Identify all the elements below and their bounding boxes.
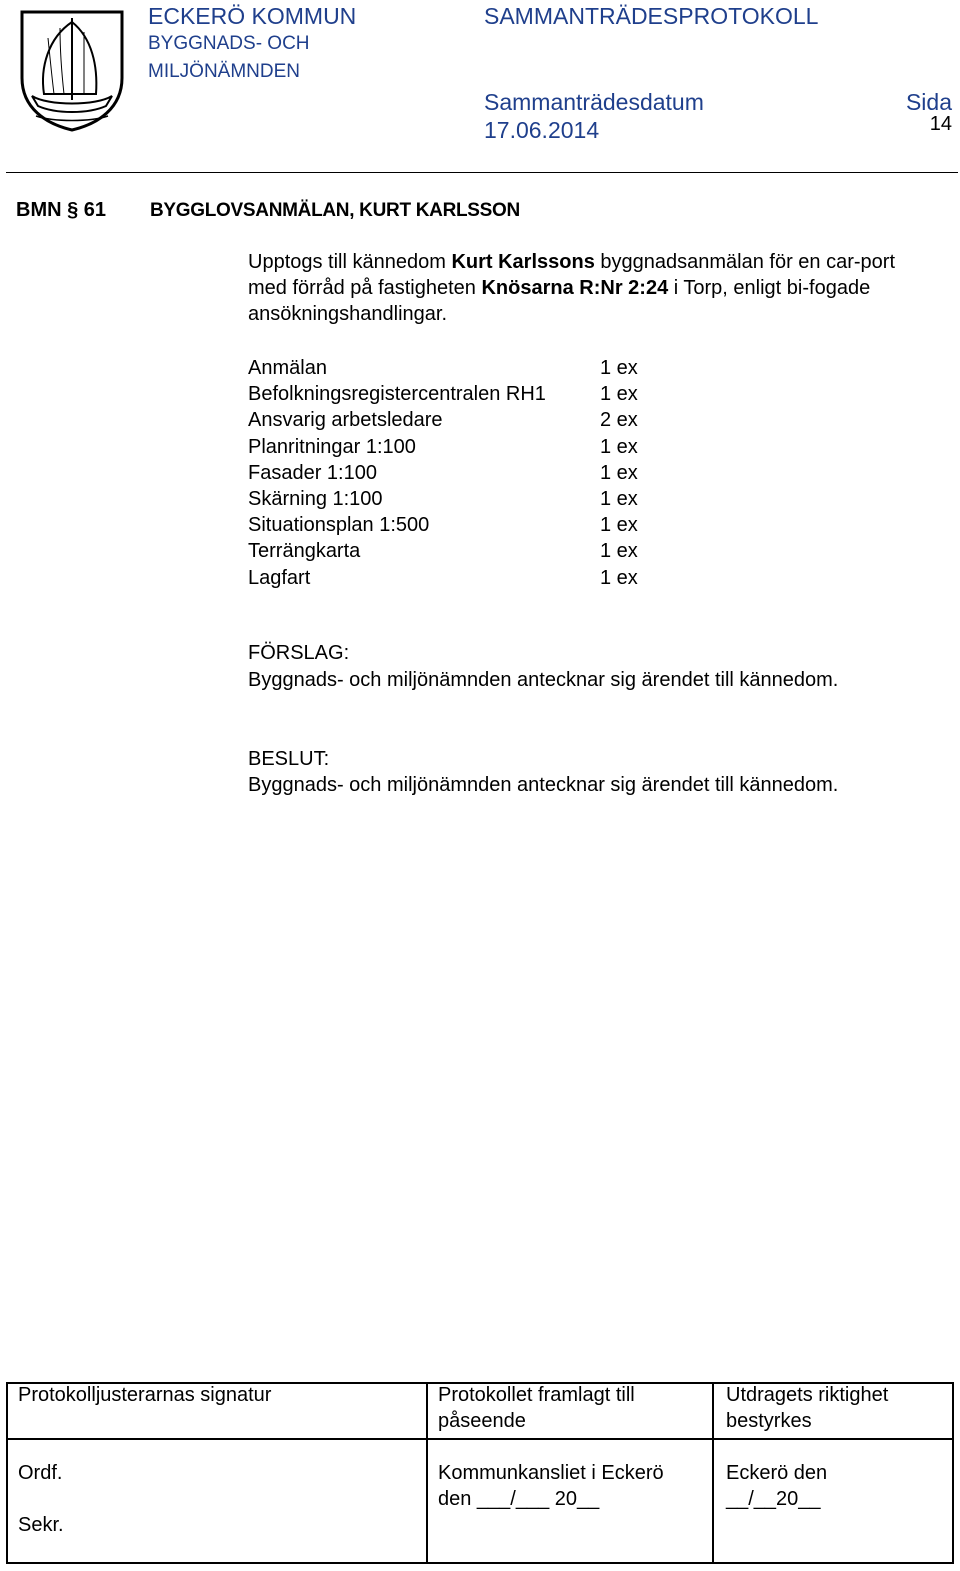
attachment-count: 1 ex [600,461,638,484]
section-number: BMN § 61 [16,199,107,221]
attachment-name: Fasader 1:100 [248,461,377,484]
attachment-count: 1 ex [600,435,638,458]
table-divider [8,1438,952,1440]
intro-paragraph [248,249,938,327]
attachment-name: Terrängkarta [248,540,361,563]
attachment-count: 1 ex [600,487,638,510]
proposal-label: FÖRSLAG: [248,642,350,664]
list-item [248,565,638,591]
attachment-name: Lagfart [248,566,311,589]
list-item [248,407,638,433]
attachment-count: 1 ex [600,540,638,563]
list-item [248,381,638,407]
intro-text-1: Upptogs till kännedom [248,251,452,273]
chairman-label: Ordf. [18,1462,63,1484]
section-title: BYGGLOVSANMÄLAN, KURT KARLSSON [150,200,520,221]
certified-date: __/__20__ [726,1488,821,1510]
intro-text-3: i Torp, enligt bi-fogade ansökningshandlingar. [248,277,871,325]
header-divider [6,172,958,173]
decision-text: Byggnads- och miljönämnden antecknar sig ärendet till kännedom. [248,774,839,796]
list-item [248,486,638,512]
posted-header-line1: Protokollet framlagt till [438,1384,635,1406]
attachment-count: 1 ex [600,566,638,589]
org-board-line1: BYGGNADS- OCH [148,33,310,54]
attachment-name: Ansvarig arbetsledare [248,409,443,432]
org-board-line2: MILJÖNÄMNDEN [148,61,301,82]
attachments-list [248,355,638,591]
meeting-date-value: 17.06.2014 [484,117,600,143]
posted-location: Kommunkansliet i Eckerö [438,1462,664,1484]
certified-location: Eckerö den [726,1462,828,1484]
page-number: 14 [929,113,952,135]
list-item [248,355,638,381]
meeting-date-label: Sammanträdesdatum [484,89,704,115]
attachment-name: Skärning 1:100 [248,487,383,510]
attachment-count: 1 ex [600,514,638,537]
proposal-text: Byggnads- och miljönämnden antecknar sig ärendet till kännedom. [248,669,839,691]
attachment-name: Situationsplan 1:500 [248,514,430,537]
list-item [248,434,638,460]
posted-header-line2: påseende [438,1410,526,1432]
attachment-name: Anmälan [248,357,327,379]
secretary-label: Sekr. [18,1514,64,1536]
signature-header: Protokolljusterarnas signatur [18,1384,272,1406]
attachment-count: 2 ex [600,409,638,432]
signature-table [6,1382,954,1564]
list-item [248,512,638,538]
org-name: ECKERÖ KOMMUN [148,3,357,29]
table-divider [712,1384,714,1562]
ship-crest-icon [18,8,126,132]
certified-header-line1: Utdragets riktighet [726,1384,889,1406]
table-divider [426,1384,428,1562]
decision-label: BESLUT: [248,748,330,770]
list-item [248,538,638,564]
property-name: Knösarna R:Nr 2:24 [481,277,669,299]
document-title: SAMMANTRÄDESPROTOKOLL [484,3,819,29]
applicant-name: Kurt Karlssons [451,251,595,273]
posted-date: den ___/___ 20__ [438,1488,600,1510]
page-label: Sida [905,89,952,115]
attachment-name: Planritningar 1:100 [248,435,416,458]
attachment-count: 1 ex [600,383,638,406]
attachment-name: Befolkningsregistercentralen RH1 [248,383,546,406]
certified-header-line2: bestyrkes [726,1410,812,1432]
intro-text-2: byggnadsanmälan för en car-port med förråd på fastigheten [248,251,896,299]
attachment-count: 1 ex [600,357,638,379]
list-item [248,460,638,486]
